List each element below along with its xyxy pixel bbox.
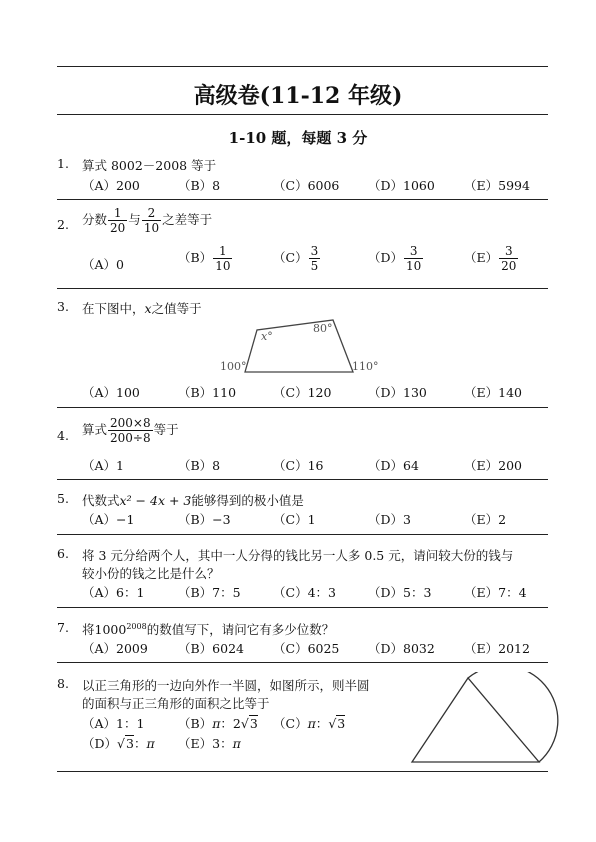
numerator: 2 [147, 206, 156, 220]
pi-symbol: π [307, 716, 316, 731]
question-stem-line: 将 3 元分给两个人，其中一人分得的钱比另一人多 0.5 元，请问较大份的钱与 [82, 548, 514, 563]
denominator: 20 [110, 221, 126, 235]
option-a: （A）6：1 [82, 585, 145, 600]
question-divider [57, 479, 548, 480]
option-d: （D）√3：π [82, 736, 155, 751]
option-a [82, 255, 124, 273]
question-divider [57, 662, 548, 663]
question-divider [57, 407, 548, 408]
fraction [404, 244, 423, 273]
option-label: （E）3： [178, 736, 233, 751]
option-b: （B）π：2√3 [178, 716, 258, 731]
stem-text: 能够得到的极小值是 [191, 493, 304, 508]
numerator: 3 [504, 244, 513, 258]
bottom-rule [57, 771, 548, 772]
angle-label: 110° [352, 360, 379, 373]
pi-symbol: π [212, 716, 221, 731]
question-number: 8. [57, 676, 69, 691]
fraction [499, 244, 518, 273]
quadrilateral-shape [245, 320, 353, 372]
option-e: （E）2012 [464, 641, 530, 656]
option-a: （A）2009 [82, 641, 148, 656]
option-a: （A）−1 [82, 512, 135, 527]
option-c: （C）120 [273, 385, 332, 400]
fraction [108, 416, 153, 445]
ratio-separator: ： [133, 736, 147, 751]
top-rule [57, 66, 548, 67]
section-heading: 1-10 题，每题 3 分 [228, 129, 368, 147]
question-stem [82, 416, 179, 445]
option-a: （A）1 [82, 458, 124, 473]
option-e: （E）2 [464, 512, 507, 527]
power-base: 1000 [94, 622, 127, 637]
question-number: 3. [57, 299, 69, 314]
denominator: 10 [406, 259, 422, 273]
numerator: 1 [113, 206, 122, 220]
option-b: （B）7：5 [178, 585, 241, 600]
stem-text: 算式 [82, 422, 108, 437]
question-divider [57, 288, 548, 289]
option-label: （C） [273, 716, 308, 731]
option-label: （A） [82, 257, 117, 272]
angle-label: x° [261, 330, 273, 343]
power-exponent: 2008 [126, 621, 147, 631]
variable: x [144, 301, 152, 316]
question-divider [57, 607, 548, 608]
option-a: （A）100 [82, 385, 140, 400]
stem-text: 与 [128, 212, 141, 227]
numerator: 1 [219, 244, 227, 258]
radicand: 3 [126, 736, 134, 751]
option-d: （D）130 [368, 385, 427, 400]
title-rule [57, 114, 548, 115]
stem-text: 在下图中， [82, 301, 145, 316]
question-number: 5. [57, 491, 69, 506]
option-c: （C）4：3 [273, 585, 336, 600]
option-c: （C）π：√3 [273, 716, 346, 731]
option-d: （D）1060 [368, 178, 435, 193]
question-stem-line: 以正三角形的一边向外作一半圆，如图所示，则半圆 [82, 678, 370, 693]
option-a: （A）1：1 [82, 716, 145, 731]
question-stem [82, 206, 212, 235]
option-e [464, 244, 519, 273]
question-divider [57, 534, 548, 535]
question-number: 1. [57, 156, 69, 171]
radicand: 3 [337, 716, 346, 731]
option-e [178, 734, 241, 752]
semicircle-arc [468, 672, 558, 762]
option-d: （D）8032 [368, 641, 435, 656]
question-number: 7. [57, 620, 69, 635]
fraction [213, 244, 232, 273]
option-e: （E）7：4 [464, 585, 527, 600]
quadrilateral-figure [215, 312, 385, 376]
option-c: （C）1 [273, 512, 316, 527]
option-value: 0 [116, 257, 124, 272]
angle-label: 100° [220, 360, 247, 373]
option-d: （D）64 [368, 458, 419, 473]
option-b: （B）6024 [178, 641, 244, 656]
option-d [368, 244, 424, 273]
option-e: （E）200 [464, 458, 522, 473]
denominator: 5 [310, 259, 319, 273]
question-stem-line: 较小份的钱之比是什么？ [82, 566, 220, 581]
option-c: （C）16 [273, 458, 324, 473]
triangle-semicircle-figure [405, 672, 590, 767]
stem-text: 之值等于 [151, 301, 202, 316]
fraction [142, 206, 161, 235]
numerator: 200×8 [110, 416, 151, 430]
stem-text: 代数式 [82, 493, 120, 508]
option-b: （B）110 [178, 385, 237, 400]
question-divider [57, 199, 548, 200]
option-label: （C） [273, 250, 308, 265]
option-label: （D） [82, 736, 118, 751]
option-label: （D） [368, 250, 404, 265]
radicand: 3 [249, 716, 258, 731]
ratio-separator: ： [315, 716, 329, 731]
fraction [108, 206, 127, 235]
option-e: （E）5994 [464, 178, 530, 193]
equilateral-triangle [412, 678, 539, 762]
option-b [178, 244, 233, 273]
option-d: （D）3 [368, 512, 411, 527]
math-expression: x² − 4x + 3 [119, 493, 192, 508]
stem-text: 分数 [82, 212, 108, 227]
option-c: （C）6006 [273, 178, 340, 193]
ratio-separator: ：2 [220, 716, 241, 731]
stem-text: 的数值写下，请问它有多少位数？ [146, 622, 335, 637]
question-stem [82, 620, 334, 638]
option-label: （B） [178, 250, 213, 265]
denominator: 20 [501, 259, 517, 273]
angle-label: 80° [313, 322, 333, 335]
stem-text: 等于 [153, 422, 179, 437]
numerator: 3 [310, 244, 319, 258]
question-stem: 算式 8002－2008 等于 [82, 158, 217, 173]
stem-text: 将 [82, 622, 95, 637]
option-label: （B） [178, 716, 213, 731]
question-number: 6. [57, 546, 69, 561]
question-stem [82, 491, 304, 509]
denominator: 200÷8 [110, 431, 151, 445]
question-number: 2. [57, 217, 69, 232]
option-b: （B）−3 [178, 512, 231, 527]
option-c: （C）6025 [273, 641, 340, 656]
option-a: （A）200 [82, 178, 140, 193]
option-b: （B）8 [178, 458, 221, 473]
option-d: （D）5：3 [368, 585, 432, 600]
question-stem-line: 的面积与正三角形的面积之比等于 [82, 696, 270, 711]
question-number: 4. [57, 428, 69, 443]
page-title: 高级卷(11-12 年级) [193, 83, 403, 109]
option-label: （E） [464, 250, 499, 265]
question-stem [82, 299, 202, 317]
denominator: 10 [143, 221, 160, 235]
option-b: （B）8 [178, 178, 221, 193]
pi-symbol: π [146, 736, 155, 751]
stem-text: 之差等于 [162, 212, 213, 227]
option-c [273, 244, 321, 273]
pi-symbol: π [232, 736, 241, 751]
fraction [309, 244, 321, 273]
numerator: 3 [409, 244, 418, 258]
denominator: 10 [215, 259, 231, 273]
option-e: （E）140 [464, 385, 522, 400]
